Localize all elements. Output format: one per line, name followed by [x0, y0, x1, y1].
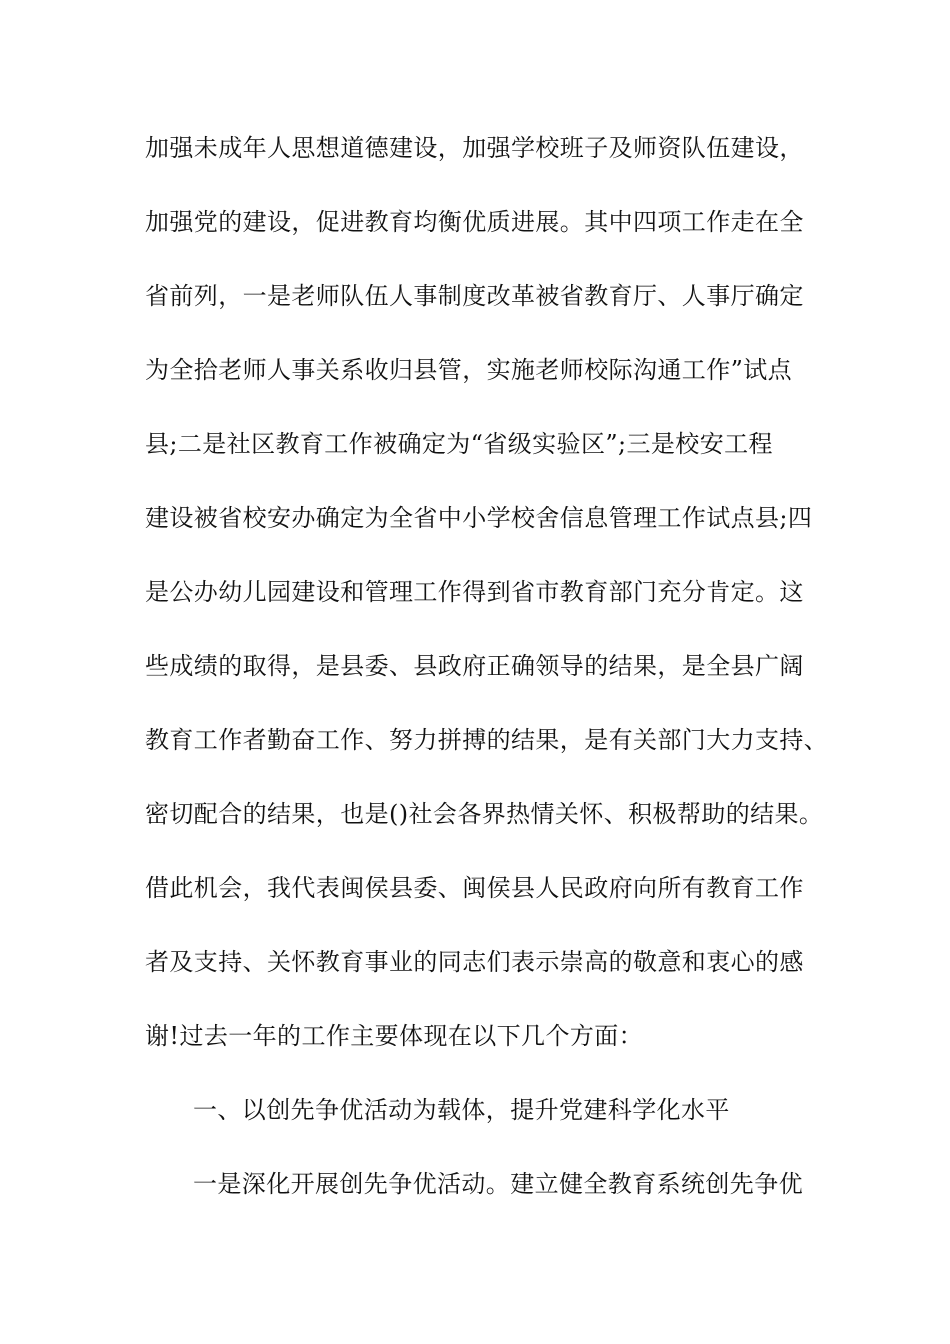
paragraph-line-3: 省前列，一是老师队伍人事制度改革被省教育厅、人事厅确定 — [145, 282, 804, 310]
paragraph-line-10: 密切配合的结果，也是()社会各界热情关怀、积极帮助的结果。 — [145, 800, 824, 828]
paragraph-line-8: 些成绩的取得，是县委、县政府正确领导的结果，是全县广阔 — [145, 652, 804, 680]
paragraph-line-12: 者及支持、关怀教育事业的同志们表示崇高的敬意和衷心的感 — [145, 948, 804, 976]
paragraph-line-13: 谢!过去一年的工作主要体现在以下几个方面： — [145, 1022, 644, 1050]
document-body — [145, 128, 829, 1238]
paragraph-line-4: 为全拾老师人事关系收归县管，实施老师校际沟通工作”试点 — [145, 356, 793, 384]
paragraph-line-6: 建设被省校安办确定为全省中小学校舍信息管理工作试点县;四 — [145, 504, 813, 532]
paragraph-line-9: 教育工作者勤奋工作、努力拼搏的结果，是有关部门大力支持、 — [145, 726, 829, 754]
paragraph-line-15: 一是深化开展创先争优活动。建立健全教育系统创先争优 — [193, 1170, 803, 1198]
paragraph-line-5: 县;二是社区教育工作被确定为“省级实验区”;三是校安工程 — [145, 430, 773, 458]
paragraph-line-1: 加强未成年人思想道德建设，加强学校班子及师资队伍建设， — [145, 134, 804, 162]
section-heading: 一、以创先争优活动为载体，提升党建科学化水平 — [193, 1096, 730, 1124]
paragraph-line-2: 加强党的建设，促进教育均衡优质进展。其中四项工作走在全 — [145, 208, 804, 236]
paragraph-line-7: 是公办幼儿园建设和管理工作得到省市教育部门充分肯定。这 — [145, 578, 804, 606]
paragraph-line-11: 借此机会，我代表闽侯县委、闽侯县人民政府向所有教育工作 — [145, 874, 804, 902]
